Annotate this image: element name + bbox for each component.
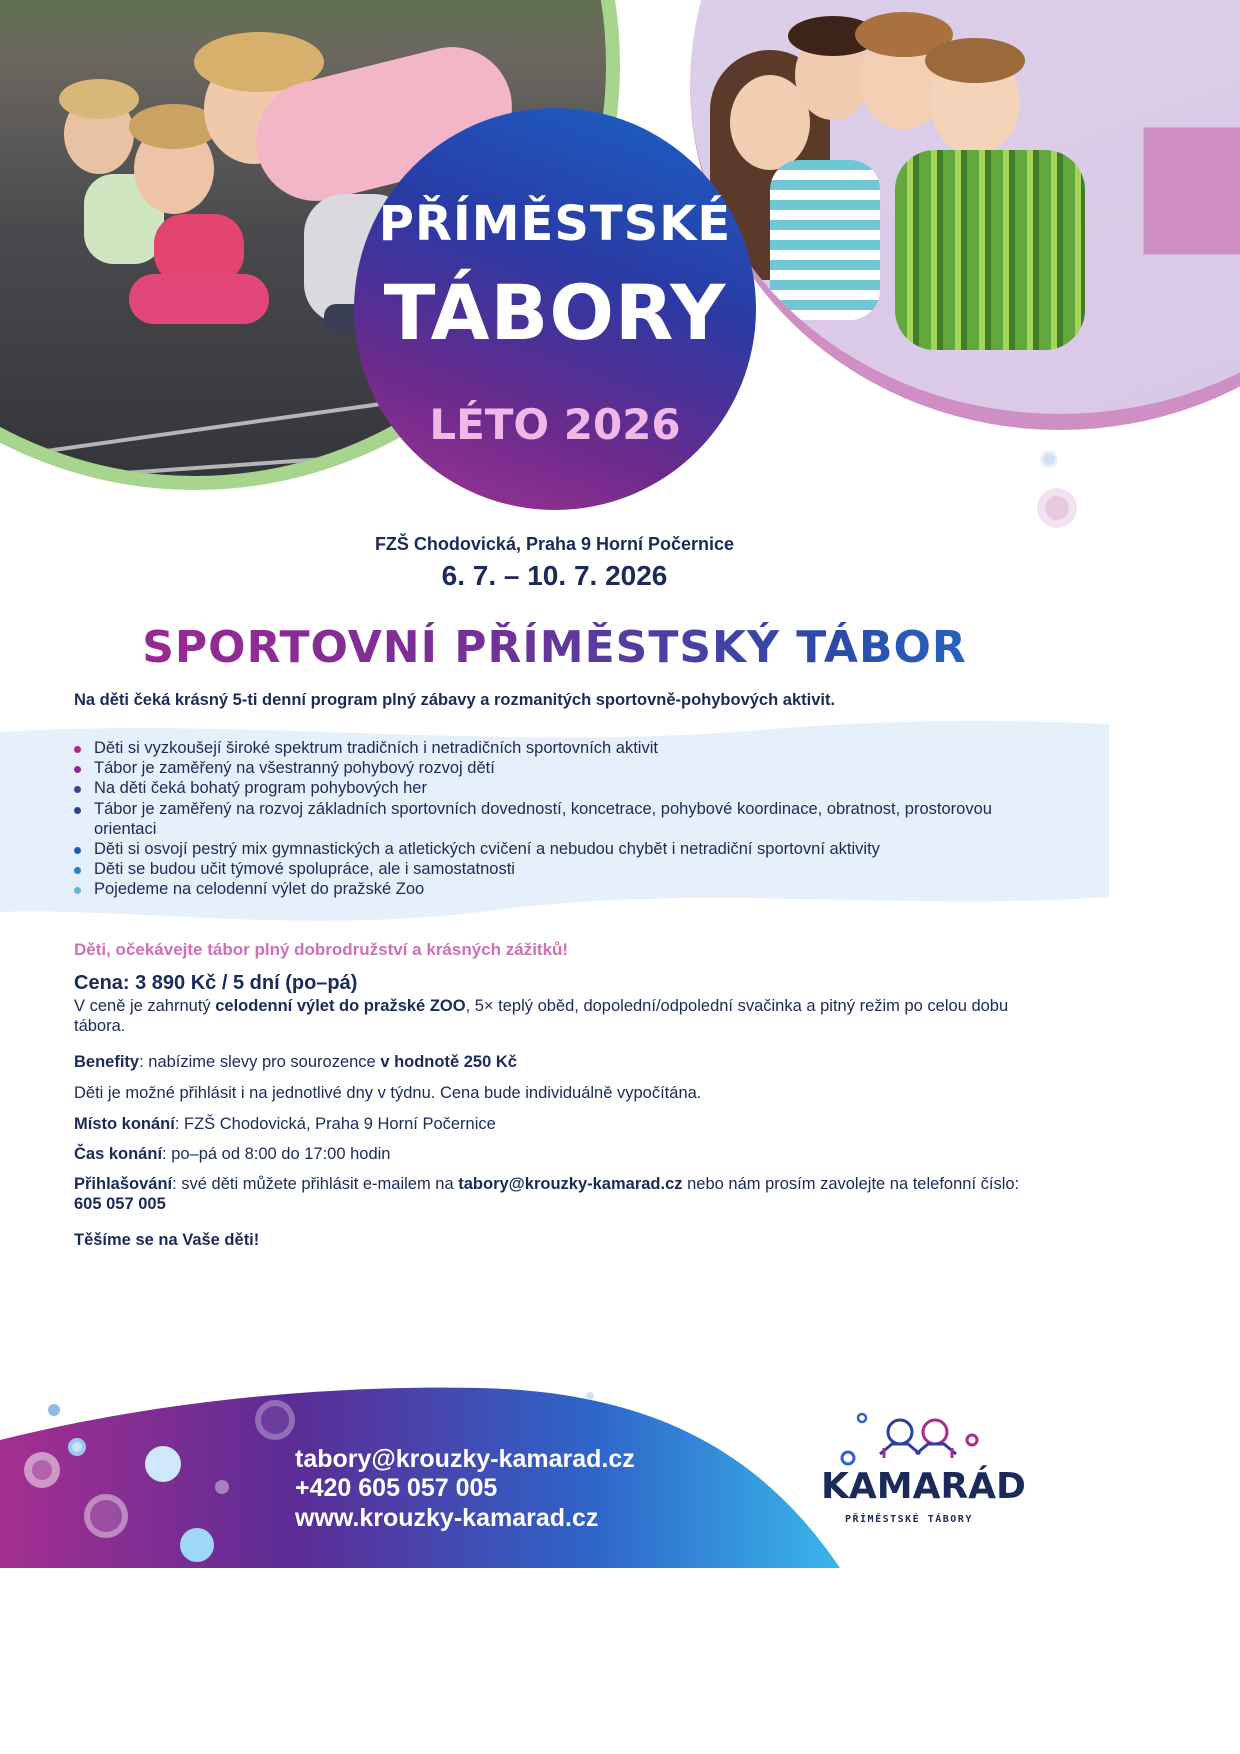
single-days-note: Děti je možné přihlásit i na jednotlivé dny v týdnu. Cena bude individuálně vypočítána.: [74, 1084, 702, 1102]
decor-bubble: [48, 1404, 60, 1416]
place-label: Místo konání: [74, 1115, 175, 1133]
decor-bubble: [180, 1528, 214, 1562]
decor-bubble: [586, 1392, 594, 1400]
benefits-line: [74, 1052, 1044, 1072]
bullet-dot: [74, 887, 81, 894]
time-line: [74, 1144, 1044, 1164]
time-label: Čas konání: [74, 1145, 163, 1163]
price-note-highlight: celodenní výlet do pražské ZOO: [215, 997, 466, 1015]
place-line: [74, 1114, 1044, 1134]
intro-text: Na děti čeká krásný 5-ti denní program plný zábavy a rozmanitých sportovně-pohybových aktivit.: [74, 691, 836, 709]
bullet-dot: [74, 786, 81, 793]
decor-bubble: [145, 1446, 181, 1482]
list-item-text: Tábor je zaměřený na rozvoj základních sportovních dovedností, koncetrace, pohybové koordinace, obratnost, prostorovou orientaci: [94, 799, 992, 838]
logo-subtitle: PŘÍMĚSTSKÉ TÁBORY: [845, 1514, 973, 1525]
price: Cena: 3 890 Kč / 5 dní (po–pá): [74, 972, 358, 994]
list-item-text: Na děti čeká bohatý program pohybových her: [94, 779, 427, 798]
closing-line: Těšíme se na Vaše děti!: [74, 1231, 260, 1249]
list-item: [74, 839, 1044, 859]
list-item: [74, 738, 1044, 758]
child-shirt: [895, 150, 1085, 350]
bullet-dot: [74, 807, 81, 814]
hero-title-line1: PŘÍMĚSTSKÉ: [378, 196, 732, 252]
list-item-text: Děti se budou učit týmové spolupráce, ale i samostatnosti: [94, 860, 515, 879]
hero-title-circle: [354, 108, 756, 510]
footer-web-link[interactable]: www.krouzky-kamarad.cz: [295, 1504, 599, 1532]
place-text: : FZŠ Chodovická, Praha 9 Horní Počernice: [174, 1115, 496, 1133]
child-shirt: [770, 160, 880, 320]
hero-title-line2: TÁBORY: [383, 268, 727, 357]
decor-bubble: [1037, 488, 1077, 528]
decor-bubble: [215, 1480, 229, 1494]
decor-bubble: [68, 1438, 86, 1456]
benefits-text: : nabízime slevy pro sourozence: [139, 1053, 381, 1071]
logo-wordmark: KAMARÁD: [821, 1466, 1026, 1507]
hero-photo-laughing-kids: [690, 0, 1240, 430]
list-item-text: Děti si vyzkoušejí široké spektrum tradičních i netradičních sportovních aktivit: [94, 739, 658, 757]
signup-line: [74, 1174, 1044, 1214]
list-item-text: Děti si osvojí pestrý mix gymnastických a atletických cvičení a nebudou chybět i netradiční sportovní aktivity: [94, 840, 880, 859]
hero-season: LÉTO 2026: [429, 400, 681, 449]
list-item: [74, 758, 1044, 778]
benefits-value: v hodnotě 250 Kč: [380, 1053, 517, 1071]
signup-text: : své děti můžete přihlásit e-mailem na: [172, 1175, 459, 1193]
price-note-text: V ceně je zahrnutý: [74, 997, 216, 1015]
signup-email-link[interactable]: tabory@krouzky-kamarad.cz: [458, 1175, 683, 1193]
child-legs: [129, 274, 269, 324]
bullet-dot: [74, 746, 81, 753]
list-item-text: Pojedeme na celodenní výlet do pražské Zoo: [94, 880, 425, 899]
tagline: Děti, očekávejte tábor plný dobrodružství a krásných zážitků!: [74, 940, 569, 959]
decor-bubble: [84, 1494, 128, 1538]
benefits-label: Benefity: [74, 1053, 140, 1071]
signup-label: Přihlašování: [74, 1175, 173, 1193]
decor-bubble: [24, 1452, 60, 1488]
bullet-dot: [74, 766, 81, 773]
camp-headline: SPORTOVNÍ PŘÍMĚSTSKÝ TÁBOR: [0, 622, 1109, 673]
footer-phone-link[interactable]: +420 605 057 005: [295, 1474, 498, 1502]
venue-label: FZŠ Chodovická, Praha 9 Horní Počernice: [374, 534, 735, 554]
event-dates: 6. 7. – 10. 7. 2026: [441, 560, 668, 591]
bullet-dot: [74, 867, 81, 874]
price-note: [74, 996, 1044, 1036]
child-hair: [925, 38, 1025, 83]
list-item: [74, 859, 1044, 879]
track-lane-line: [14, 449, 433, 482]
decor-bubble: [255, 1400, 295, 1440]
activity-list: [74, 738, 1044, 900]
list-item: [74, 778, 1044, 798]
decor-bubble: [1040, 450, 1058, 468]
list-item: [74, 879, 1044, 899]
child-hair: [59, 79, 139, 119]
price-note-text: , 5× teplý oběd, dopolední/odpolední svačinka a pitný režim po celou dobu tábora.: [74, 997, 1009, 1035]
list-item-text: Tábor je zaměřený na všestranný pohybový rozvoj dětí: [94, 759, 495, 778]
footer-email-link[interactable]: tabory@krouzky-kamarad.cz: [295, 1445, 635, 1473]
signup-phone-link[interactable]: 605 057 005: [74, 1195, 166, 1213]
time-text: : po–pá od 8:00 do 17:00 hodin: [162, 1145, 391, 1163]
list-item: [74, 799, 1044, 839]
signup-text: nebo nám prosím zavolejte na telefonní číslo:: [682, 1175, 1020, 1193]
bullet-dot: [74, 847, 81, 854]
